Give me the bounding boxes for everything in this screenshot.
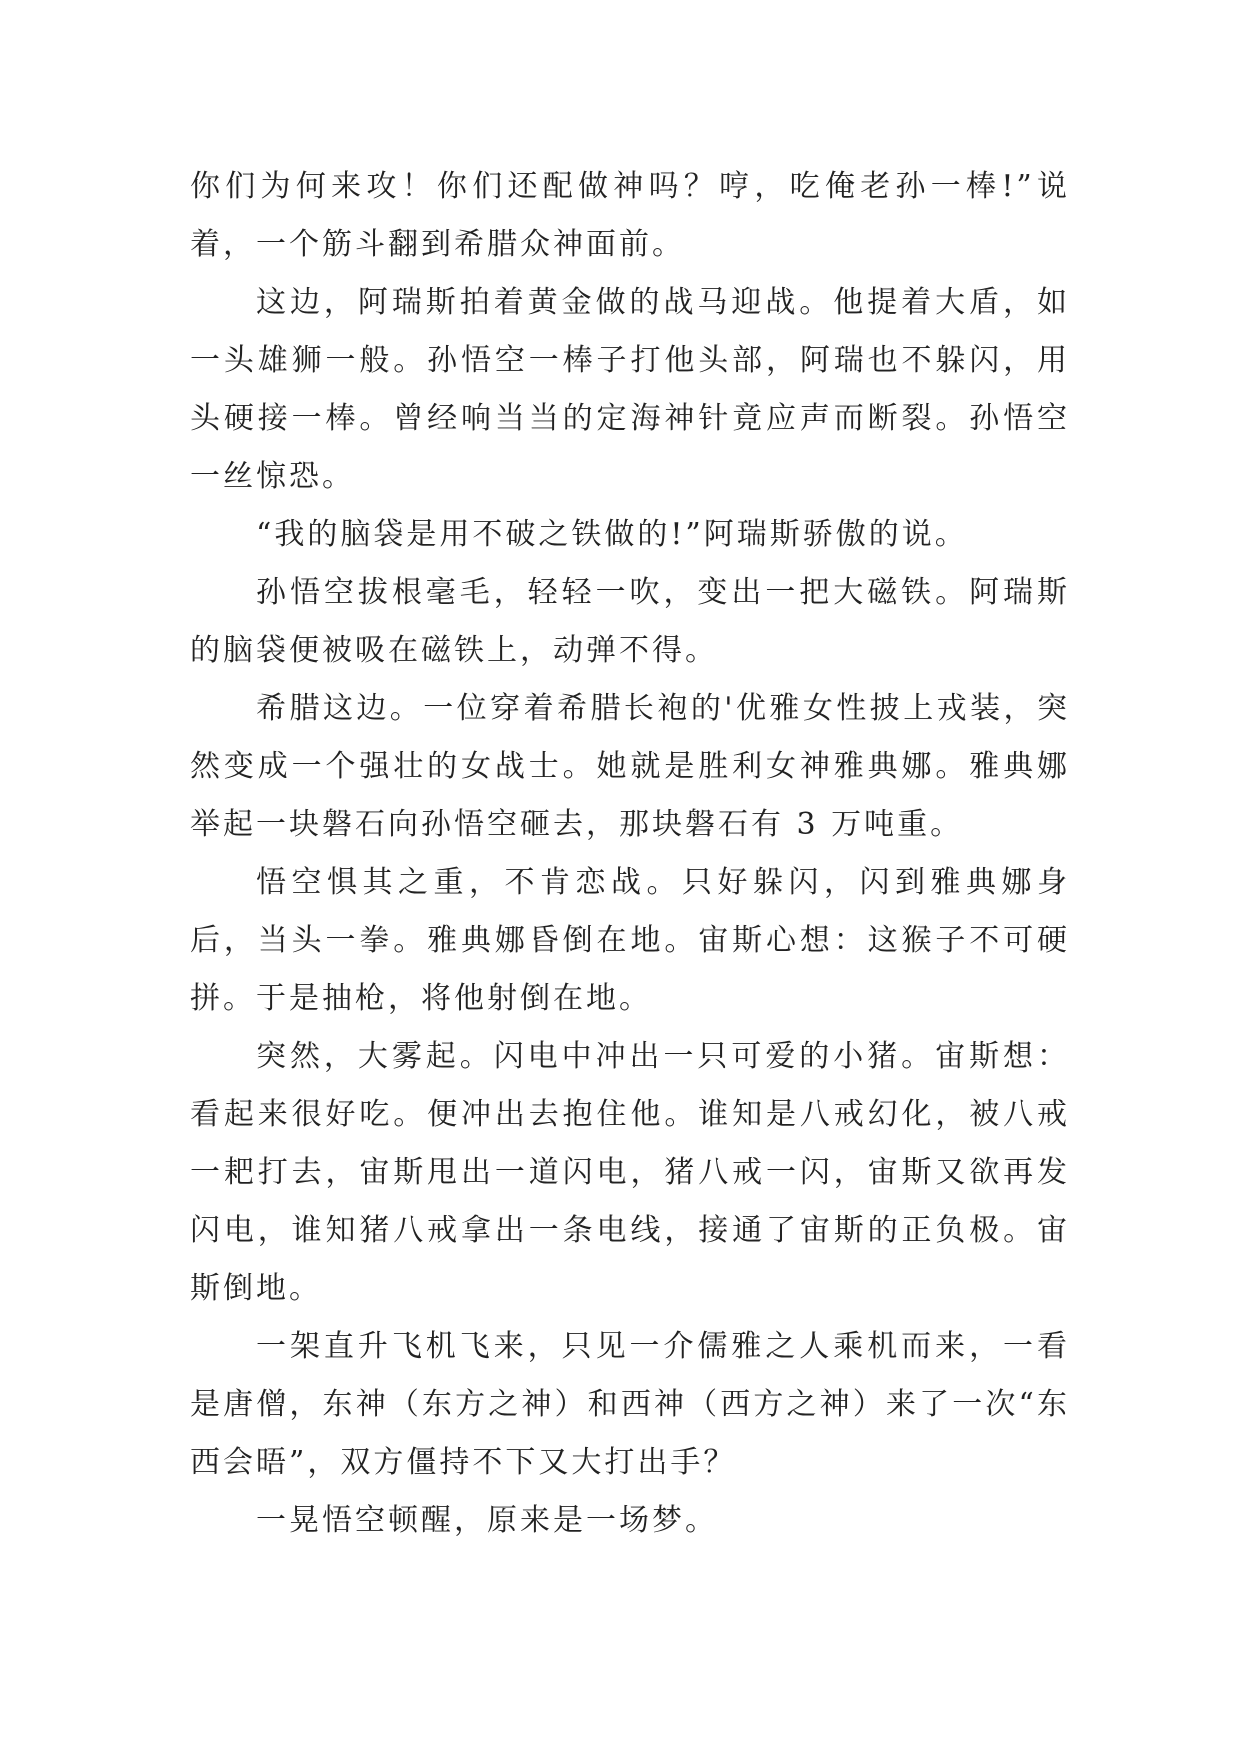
paragraph-8: 一架直升飞机飞来，只见一介儒雅之人乘机而来，一看是唐僧，东神（东方之神）和西神（西方之神）来了一次“东西会晤”，双方僵持不下又大打出手？ [190,1329,1070,1480]
paragraph-2: 这边，阿瑞斯拍着黄金做的战马迎战。他提着大盾，如一头雄狮一般。孙悟空一棒子打他头部，阿瑞也不躲闪，用头硬接一棒。曾经响当当的定海神针竟应声而断裂。孙悟空一丝惊恐。 [190,285,1070,494]
paragraph-1: 你们为何来攻！你们还配做神吗？哼，吃俺老孙一棒!”说着，一个筋斗翻到希腊众神面前。 [190,169,1070,262]
paragraph-5: 希腊这边。一位穿着希腊长袍的'优雅女性披上戎装，突然变成一个强壮的女战士。她就是胜利女神雅典娜。雅典娜举起一块磐石向孙悟空砸去，那块磐石有 3 万吨重。 [190,691,1070,842]
paragraph-3: “我的脑袋是用不破之铁做的!”阿瑞斯骄傲的说。 [256,517,968,552]
paragraph-6: 悟空惧其之重，不肯恋战。只好躲闪，闪到雅典娜身后，当头一拳。雅典娜昏倒在地。宙斯心想：这猴子不可硬拼。于是抽枪，将他射倒在地。 [190,865,1070,1016]
paragraph-9: 一晃悟空顿醒，原来是一场梦。 [256,1503,718,1538]
paragraph-4: 孙悟空拔根毫毛，轻轻一吹，变出一把大磁铁。阿瑞斯的脑袋便被吸在磁铁上，动弹不得。 [190,575,1070,668]
paragraph-7: 突然，大雾起。闪电中冲出一只可爱的小猪。宙斯想：看起来很好吃。便冲出去抱住他。谁知是八戒幻化，被八戒一耙打去，宙斯甩出一道闪电，猪八戒一闪，宙斯又欲再发闪电，谁知猪八戒拿出一条电线，接通了宙斯的正负极。宙斯倒地。 [190,1039,1070,1306]
story-text [190,158,1070,1550]
